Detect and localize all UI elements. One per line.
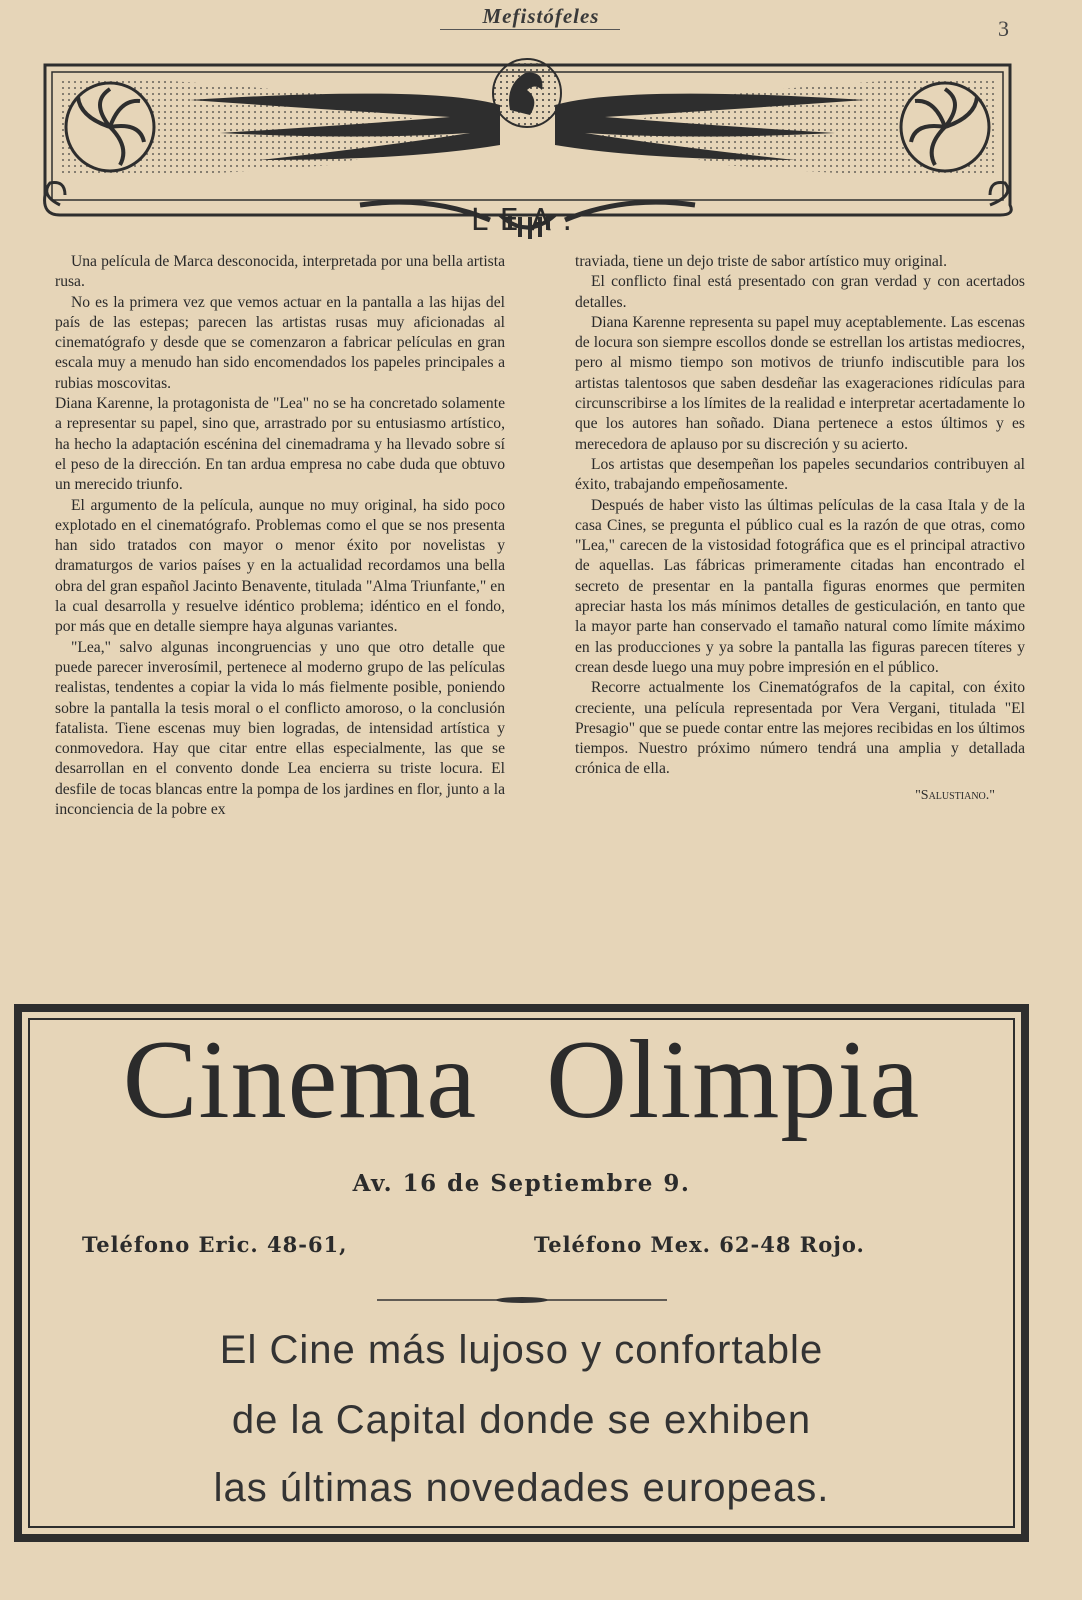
article-paragraph: Una película de Marca desconocida, interpretada por una bella artista rusa. (55, 253, 505, 291)
ad-phone-mex: Teléfono Mex. 62-48 Rojo. (534, 1232, 865, 1257)
article-paragraph: Diana Karenne representa su papel muy aceptablemente. Las escenas de locura son siempre escollos donde se estrellan los artistas mediocres, pero al mismo tiempo son motivos de triunfo indiscutible para los artistas talentosos que saben desdeñar las exageraciones ridículas para circunscribirse a los límites de la realidad e interpretar acertadamente lo que los autores han soñado. Diana pertenece a estos últimos y es merecedora de aplauso por su discreción y su acierto. (575, 313, 1025, 453)
ad-phone-eric: Teléfono Eric. 48-61, (82, 1232, 348, 1257)
masthead-rule (440, 29, 620, 30)
article-paragraph: Después de haber visto las últimas películas de la casa Itala y de la casa Cines, se pregunta el público cual es la razón de que otras, como "Lea," carecen de la vistosidad fotográfica que es el principal atractivo de aquellas. Las fábricas primeramente citadas han encontrado el secreto de presentar en la pantalla figuras enormes que permiten apreciar hasta los más mínimos detalles de gesticulación, en tanto que la mayor parte han conservado el tamaño natural como límite máximo en las producciones y ya sobre la pantalla las figuras parecen títeres y crean desde luego una muy pobre impresión en el público. (575, 496, 1025, 676)
article-paragraph: El conflicto final está presentado con gran verdad y con acertados detalles. (575, 273, 1025, 311)
article-paragraph: Diana Karenne, la protagonista de "Lea" no se ha concretado solamente a representar su papel, sino que, arrastrado por su entusiasmo artístico, ha hecho la adaptación escénina del cinemadrama y ha llevado sobre sí el peso de la dirección. En tan ardua empresa no cabe duda que obtuvo un merecido triunfo. (55, 395, 505, 494)
article-title: LEA. (470, 203, 585, 238)
column-right (575, 252, 1025, 974)
ad-tagline-line-1: El Cine más lujoso y confortable (219, 1328, 824, 1372)
article-body (55, 252, 1025, 974)
article-paragraph: Recorre actualmente los Cinematógrafos de la capital, con éxito creciente, una película representada por Vera Vergani, titulada "El Presagio" que se puede contar entre las mejores recibidas en los últimos tiempos. Nuestro próximo número tendrá una amplia y detallada crónica de ella. (575, 679, 1025, 778)
article-paragraph: El argumento de la película, aunque no muy original, ha sido poco explotado en el cinematógrafo. Problemas como el que se nos presenta han sido tratados con mayor o menor éxito por novelistas y dramaturgos de varios países y en la actualidad recordamos una bella obra del gran español Jacinto Benavente, titulada "Alma Triunfante," en la cual desarrolla y resuelve idéntico problema; idéntico en el fondo, por más que en detalle siempre haya algunas variantes. (55, 496, 505, 636)
masthead: Mefistófeles (482, 4, 600, 28)
article-paragraph: No es la primera vez que vemos actuar en la pantalla a las hijas del país de las estepas; parecen las artistas rusas muy aficionadas al cinematógrafo y desde que se comenzaron a fabricar películas en gran escala muy a menudo han sido encomendados los papeles principales a rubias moscovitas. (55, 293, 505, 392)
ad-tagline-line-2: de la Capital donde se exhiben (231, 1398, 812, 1442)
column-left (55, 252, 505, 974)
ad-tagline-line-3: las últimas novedades europeas. (213, 1466, 830, 1510)
ornamental-divider-icon (377, 1294, 667, 1306)
column-right-text (575, 252, 1025, 780)
page-number: 3 (998, 16, 1009, 41)
advertisement-cinema-olimpia (14, 1004, 1029, 1542)
article-paragraph: traviada, tiene un dejo triste de sabor artístico muy original. (575, 253, 947, 270)
author-signature: "Salustiano." (915, 787, 995, 803)
ad-address: Av. 16 de Septiembre 9. (352, 1170, 691, 1197)
ad-title: Cinema Olimpia (122, 1018, 921, 1142)
article-banner (30, 55, 1025, 240)
article-paragraph: Los artistas que desempeñan los papeles secundarios contribuyen al éxito, trabajando empeñosamente. (575, 455, 1025, 494)
article-paragraph: "Lea," salvo algunas incongruencias y uno que otro detalle que puede parecer inverosímil, pertenece al moderno grupo de las películas realistas, tendentes a copiar la vida lo más fielmente posible, poniendo sobre la pantalla la tesis moral o el conflicto amoroso, o la conclusión fatalista. Tiene escenas muy bien logradas, de intensidad artística y conmovedora. Hay que citar entre ellas especialmente, las que se desarrollan en el convento donde Lea encierra su triste locura. El desfile de tocas blancas entre la pompa de los jardines en flor, junto a la inconciencia de la pobre ex (55, 638, 505, 819)
